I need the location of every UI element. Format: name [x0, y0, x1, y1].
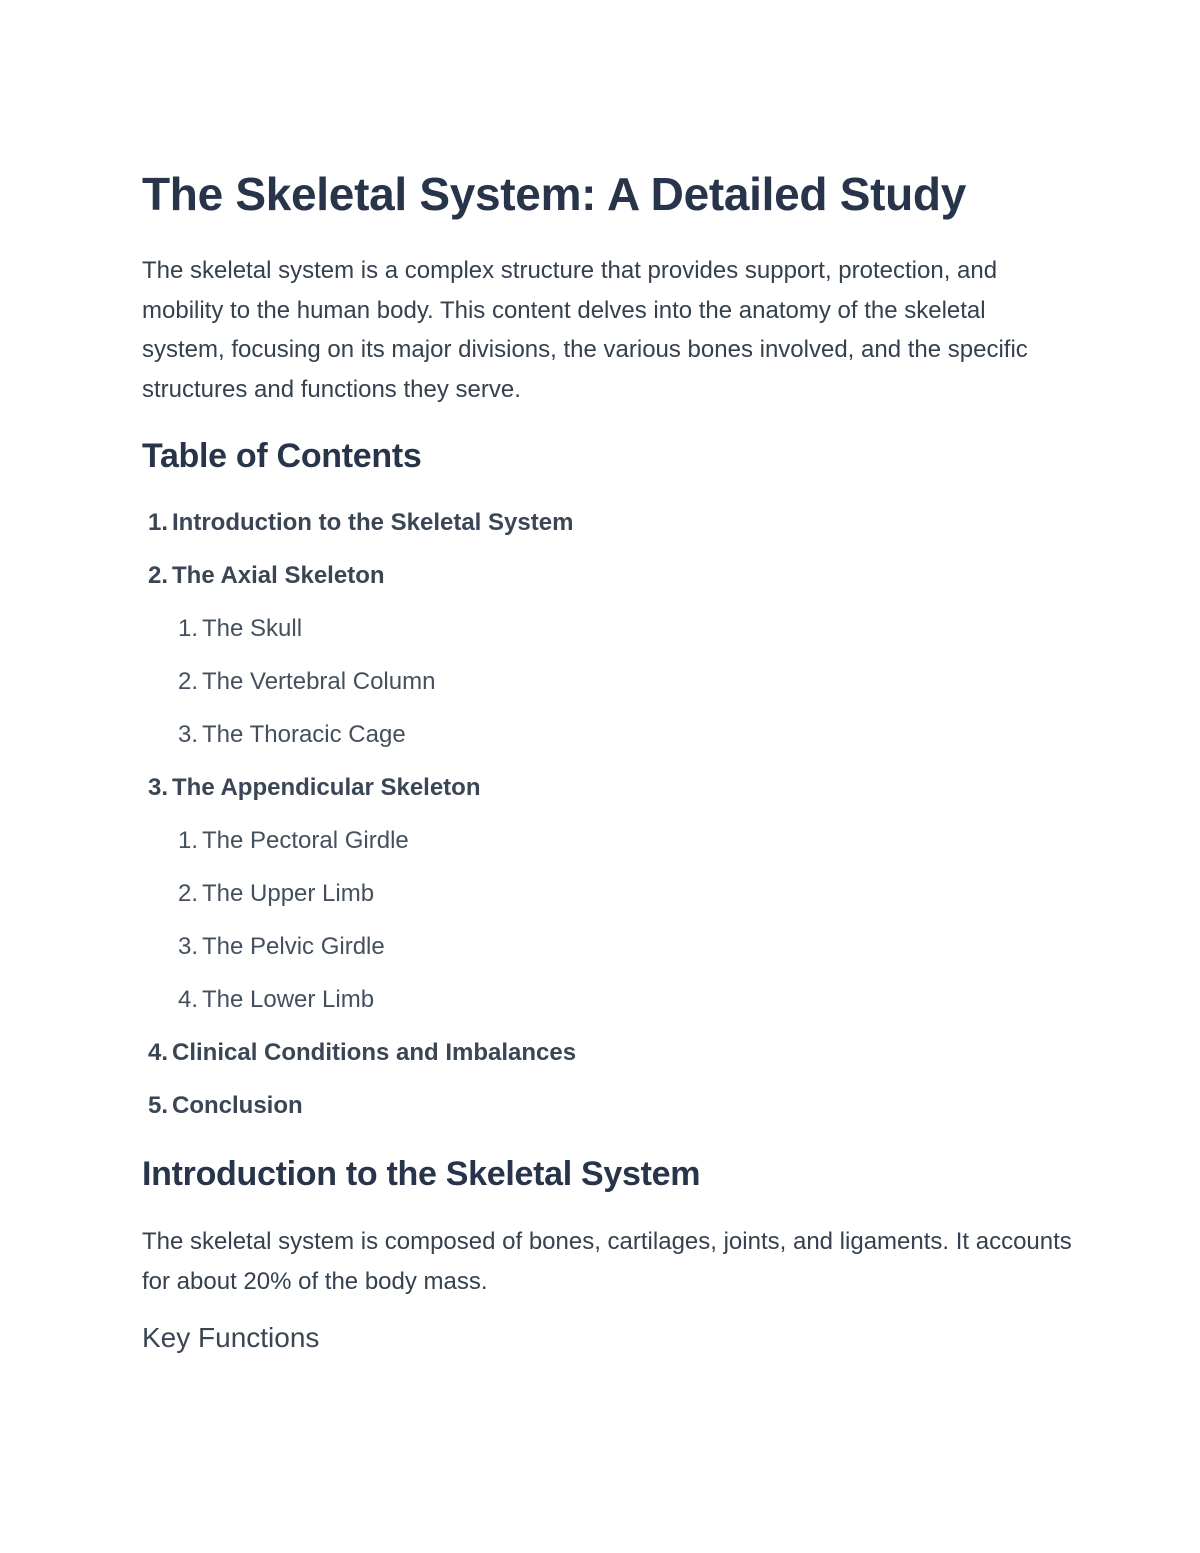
- introduction-paragraph: The skeletal system is composed of bones, cartilages, joints, and ligaments. It accounts for about 20% of the body mass.: [142, 1228, 1072, 1295]
- toc-subitem-pelvic-girdle[interactable]: [142, 930, 385, 964]
- toc-item-clinical-conditions[interactable]: [142, 1036, 576, 1070]
- toc-subitem-vertebral-column[interactable]: [142, 665, 435, 699]
- toc-item-label: The Thoracic Cage: [202, 721, 406, 748]
- toc-item-label: The Pectoral Girdle: [202, 827, 409, 854]
- toc-item-label: Conclusion: [172, 1092, 303, 1119]
- toc-item-introduction[interactable]: [142, 506, 573, 540]
- toc-item-label: Introduction to the Skeletal System: [172, 509, 574, 536]
- toc-subitem-pectoral-girdle[interactable]: [142, 824, 409, 858]
- toc-subitem-skull[interactable]: [142, 612, 302, 646]
- toc-item-label: The Axial Skeleton: [172, 562, 385, 589]
- section-heading-introduction: Introduction to the Skeletal System: [142, 1155, 701, 1193]
- toc-item-conclusion[interactable]: [142, 1089, 303, 1123]
- toc-item-number: 1.: [147, 509, 168, 536]
- toc-item-number: 2.: [177, 668, 198, 695]
- toc-item-number: 4.: [177, 986, 198, 1013]
- toc-item-number: 4.: [147, 1039, 168, 1066]
- toc-item-axial-skeleton[interactable]: [142, 559, 385, 593]
- toc-subitem-lower-limb[interactable]: [142, 983, 374, 1017]
- toc-item-number: 3.: [177, 721, 198, 748]
- toc-item-number: 3.: [147, 774, 168, 801]
- document-title: The Skeletal System: A Detailed Study: [142, 168, 966, 220]
- toc-item-label: The Pelvic Girdle: [202, 933, 385, 960]
- toc-item-label: The Vertebral Column: [202, 668, 436, 695]
- toc-item-number: 5.: [147, 1092, 168, 1119]
- intro-paragraph: The skeletal system is a complex structure that provides support, protection, and mobility to the human body. This content delves into the anatomy of the skeletal system, focusing on its major divisions, the various bones involved, and the specific structures and functions they serve.: [142, 257, 1028, 403]
- toc-subitem-upper-limb[interactable]: [142, 877, 374, 911]
- toc-item-number: 1.: [177, 615, 198, 642]
- toc-item-label: The Lower Limb: [202, 986, 375, 1013]
- toc-item-label: The Upper Limb: [202, 880, 375, 907]
- toc-item-label: The Appendicular Skeleton: [172, 774, 481, 801]
- toc-item-number: 2.: [147, 562, 168, 589]
- toc-subitem-thoracic-cage[interactable]: [142, 718, 406, 752]
- toc-heading: Table of Contents: [142, 437, 422, 475]
- toc-item-label: Clinical Conditions and Imbalances: [172, 1039, 577, 1066]
- subheading-key-functions: Key Functions: [142, 1322, 320, 1353]
- toc-item-number: 1.: [177, 827, 198, 854]
- toc-item-number: 3.: [177, 933, 198, 960]
- toc-item-appendicular-skeleton[interactable]: [142, 771, 481, 805]
- toc-item-number: 2.: [177, 880, 198, 907]
- toc-item-label: The Skull: [202, 615, 303, 642]
